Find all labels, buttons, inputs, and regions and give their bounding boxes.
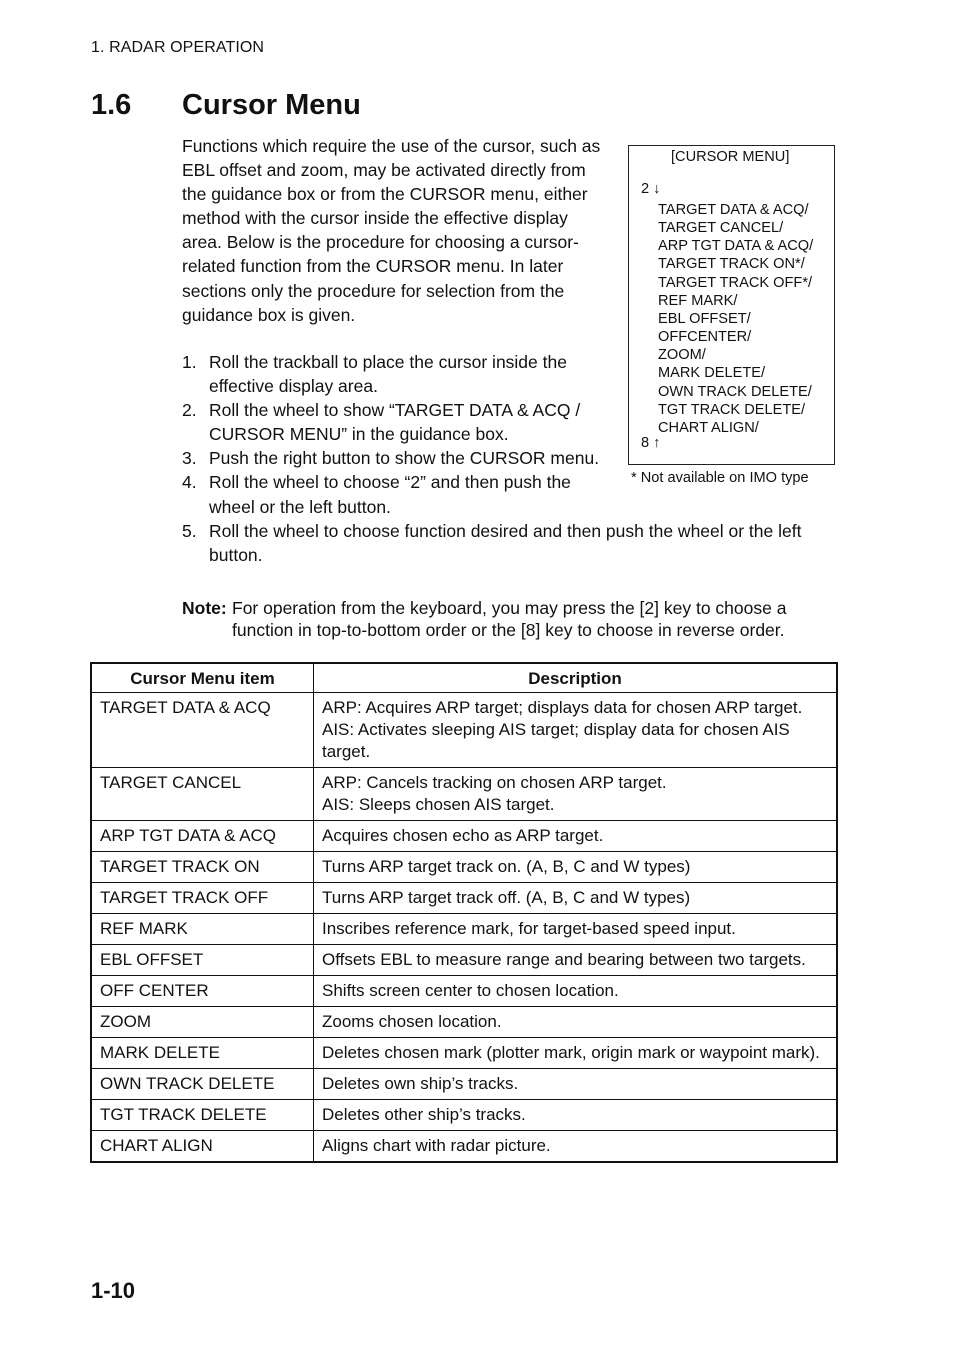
menu-item-cell: OFF CENTER bbox=[91, 976, 314, 1007]
cursor-menu-table bbox=[90, 662, 838, 1163]
cursor-menu-item: OFFCENTER/ bbox=[658, 329, 752, 346]
menu-item-cell: REF MARK bbox=[91, 914, 314, 945]
cursor-menu-title: [CURSOR MENU] bbox=[671, 149, 790, 165]
step-item bbox=[182, 446, 609, 470]
section-number: 1.6 bbox=[91, 89, 132, 121]
step-number: 4. bbox=[182, 472, 197, 493]
step-item bbox=[182, 470, 609, 518]
cursor-menu-item: ZOOM/ bbox=[658, 347, 706, 364]
description-line: Zooms chosen location. bbox=[322, 1012, 502, 1031]
description-line: ARP: Cancels tracking on chosen ARP target. bbox=[322, 773, 667, 792]
description-line: Deletes own ship’s tracks. bbox=[322, 1074, 519, 1093]
description-cell bbox=[314, 768, 838, 821]
note-text: For operation from the keyboard, you may press the [2] key to choose a function in top-to-bottom order or the [8] key to choose in reverse order. bbox=[232, 598, 787, 640]
column-header-item: Cursor Menu item bbox=[91, 663, 314, 693]
cursor-menu-key-8: 8 ↑ bbox=[641, 435, 661, 451]
cursor-menu-box bbox=[628, 145, 835, 465]
cursor-menu-item: REF MARK/ bbox=[658, 292, 738, 309]
description-cell bbox=[314, 1007, 838, 1038]
table-row bbox=[91, 1069, 837, 1100]
step-text: Roll the trackball to place the cursor inside the effective display area. bbox=[209, 352, 567, 397]
table-row bbox=[91, 976, 837, 1007]
description-cell bbox=[314, 1069, 838, 1100]
menu-item-cell: TGT TRACK DELETE bbox=[91, 1100, 314, 1131]
description-line: Offsets EBL to measure range and bearing between two targets. bbox=[322, 950, 806, 969]
description-line: Acquires chosen echo as ARP target. bbox=[322, 826, 604, 845]
description-line: Deletes chosen mark (plotter mark, origin mark or waypoint mark). bbox=[322, 1043, 820, 1062]
description-cell bbox=[314, 945, 838, 976]
step-number: 2. bbox=[182, 400, 197, 421]
cursor-menu-item: TARGET TRACK OFF*/ bbox=[658, 274, 813, 291]
table-row bbox=[91, 1100, 837, 1131]
menu-item-cell: EBL OFFSET bbox=[91, 945, 314, 976]
table-row bbox=[91, 768, 837, 821]
description-cell bbox=[314, 1100, 838, 1131]
step-text: Push the right button to show the CURSOR menu. bbox=[209, 448, 600, 469]
step-number: 5. bbox=[182, 520, 197, 541]
note-label: Note: bbox=[182, 598, 227, 618]
table-row bbox=[91, 1131, 837, 1163]
description-line: Aligns chart with radar picture. bbox=[322, 1136, 551, 1155]
section-heading bbox=[91, 89, 361, 122]
imo-footnote: * Not available on IMO type bbox=[631, 470, 809, 486]
menu-item-cell: ARP TGT DATA & ACQ bbox=[91, 821, 314, 852]
step-text: Roll the wheel to choose function desired and then push the wheel or the left button. bbox=[209, 520, 802, 565]
page-number: 1-10 bbox=[91, 1278, 136, 1303]
description-line: Deletes other ship’s tracks. bbox=[322, 1105, 526, 1124]
table-row bbox=[91, 821, 837, 852]
cursor-menu-item: ARP TGT DATA & ACQ/ bbox=[658, 238, 814, 255]
description-cell bbox=[314, 883, 838, 914]
description-cell bbox=[314, 693, 838, 768]
description-line: Turns ARP target track on. (A, B, C and W types) bbox=[322, 857, 691, 876]
description-cell bbox=[314, 852, 838, 883]
description-line: AIS: Activates sleeping AIS target; display data for chosen AIS target. bbox=[322, 720, 790, 761]
description-cell bbox=[314, 976, 838, 1007]
cursor-menu-item: OWN TRACK DELETE/ bbox=[658, 383, 812, 400]
table-row bbox=[91, 914, 837, 945]
table-body bbox=[91, 693, 837, 1163]
step-item bbox=[182, 519, 842, 567]
description-cell bbox=[314, 1131, 838, 1163]
step-item bbox=[182, 350, 609, 398]
menu-item-cell: TARGET TRACK OFF bbox=[91, 883, 314, 914]
intro-paragraph: Functions which require the use of the cursor, such as EBL offset and zoom, may be activated directly from the guidance box or from the CURSOR menu, either method with the cursor inside the effective display area. Below is the procedure for choosing a cursor-related function from the CURSOR menu. In later sections only the procedure for selection from the guidance box is given. bbox=[182, 136, 601, 325]
cursor-menu-list bbox=[658, 201, 813, 437]
cursor-menu-item: MARK DELETE/ bbox=[658, 365, 766, 382]
cursor-menu-item: EBL OFFSET/ bbox=[658, 310, 751, 327]
cursor-menu-key-2: 2 ↓ bbox=[641, 181, 661, 197]
description-cell bbox=[314, 1038, 838, 1069]
cursor-menu-item: TARGET TRACK ON*/ bbox=[658, 256, 805, 273]
table-row bbox=[91, 945, 837, 976]
step-number: 3. bbox=[182, 448, 197, 469]
running-header: 1. RADAR OPERATION bbox=[91, 39, 265, 56]
note bbox=[182, 597, 832, 641]
cursor-menu-item: CHART ALIGN/ bbox=[658, 419, 759, 436]
table-header-row bbox=[91, 663, 837, 693]
table-row bbox=[91, 852, 837, 883]
column-header-description: Description bbox=[314, 663, 838, 693]
cursor-menu-item: TARGET CANCEL/ bbox=[658, 220, 784, 237]
description-line: Shifts screen center to chosen location. bbox=[322, 981, 619, 1000]
section-title: Cursor Menu bbox=[182, 89, 361, 121]
step-number: 1. bbox=[182, 352, 197, 372]
step-text: Roll the wheel to choose “2” and then push the wheel or the left button. bbox=[209, 472, 571, 517]
menu-item-cell: CHART ALIGN bbox=[91, 1131, 314, 1163]
step-text: Roll the wheel to show “TARGET DATA & ACQ / CURSOR MENU” in the guidance box. bbox=[209, 400, 581, 445]
description-line: AIS: Sleeps chosen AIS target. bbox=[322, 795, 555, 814]
description-cell bbox=[314, 821, 838, 852]
menu-item-cell: MARK DELETE bbox=[91, 1038, 314, 1069]
table-row bbox=[91, 1007, 837, 1038]
description-cell bbox=[314, 914, 838, 945]
menu-item-cell: TARGET TRACK ON bbox=[91, 852, 314, 883]
menu-item-cell: TARGET CANCEL bbox=[91, 768, 314, 821]
menu-item-cell: ZOOM bbox=[91, 1007, 314, 1038]
table-row bbox=[91, 1038, 837, 1069]
table-row bbox=[91, 883, 837, 914]
step-item bbox=[182, 398, 609, 446]
menu-item-cell: TARGET DATA & ACQ bbox=[91, 693, 314, 768]
description-line: ARP: Acquires ARP target; displays data for chosen ARP target. bbox=[322, 698, 803, 717]
cursor-menu-item: TARGET DATA & ACQ/ bbox=[658, 202, 809, 218]
table-row bbox=[91, 693, 837, 768]
cursor-menu-item: TGT TRACK DELETE/ bbox=[658, 401, 806, 418]
description-line: Turns ARP target track off. (A, B, C and W types) bbox=[322, 888, 691, 907]
description-line: Inscribes reference mark, for target-based speed input. bbox=[322, 919, 736, 938]
menu-item-cell: OWN TRACK DELETE bbox=[91, 1069, 314, 1100]
